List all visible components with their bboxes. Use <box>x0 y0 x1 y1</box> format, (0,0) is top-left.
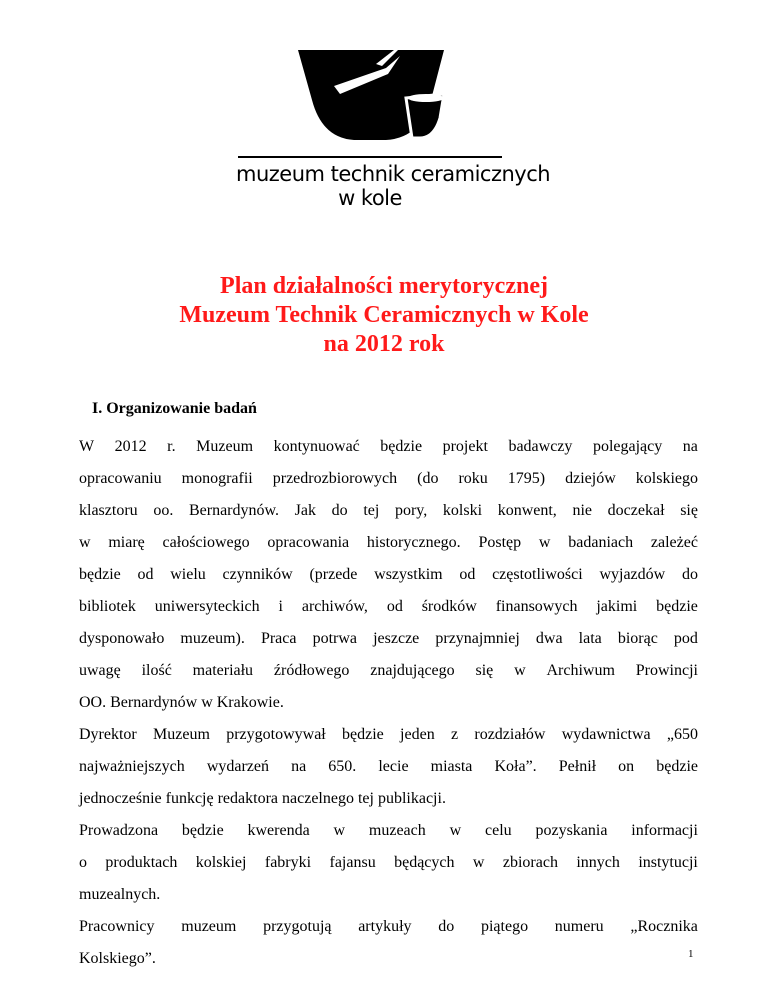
page-number: 1 <box>688 948 694 960</box>
text-line: o produktach kolskiej fabryki fajansu będących w zbiorach innych instytucji <box>79 854 698 871</box>
text-line: W 2012 r. Muzeum kontynuować będzie projekt badawczy polegający na <box>79 438 698 455</box>
section-title: Organizowanie badań <box>106 400 257 417</box>
title-line2: Muzeum Technik Ceramicznych w Kole <box>179 302 589 328</box>
paragraph-1 <box>79 431 698 719</box>
text-line: Pracownicy muzeum przygotują artykuły do piątego numeru „Rocznika <box>79 918 698 935</box>
text-line: Prowadzona będzie kwerenda w muzeach w celu pozyskania informacji <box>79 822 698 839</box>
text-line: opracowaniu monografii przedrozbiorowych (do roku 1795) dziejów kolskiego <box>79 470 698 487</box>
title-line1: Plan działalności merytorycznej <box>220 273 548 299</box>
museum-logo-text <box>236 162 551 210</box>
text-line: uwagę ilość materiału źródłowego znajdującego się w Archiwum Prowincji <box>79 662 698 679</box>
paragraph-4 <box>79 911 698 975</box>
paragraph-3 <box>79 815 698 911</box>
text-line: będzie od wielu czynników (przede wszystkim od częstotliwości wyjazdów do <box>79 566 698 583</box>
body-text <box>79 431 698 975</box>
text-line: w miarę całościowego opracowania historycznego. Postęp w badaniach zależeć <box>79 534 698 551</box>
text-line: dysponowało muzeum). Praca potrwa jeszcze przynajmniej dwa lata biorąc pod <box>79 630 698 647</box>
section-number: I. <box>92 400 103 417</box>
text-line: OO. Bernardynów w Krakowie. <box>79 694 284 711</box>
title-line3: na 2012 rok <box>323 331 445 357</box>
text-line: klasztoru oo. Bernardynów. Jak do tej pory, kolski konwent, nie doczekał się <box>79 502 698 519</box>
paragraph-2 <box>79 719 698 815</box>
logo-name-line2: w kole <box>338 186 402 210</box>
section-heading <box>92 399 257 419</box>
text-line: bibliotek uniwersyteckich i archiwów, od środków finansowych jakimi będzie <box>79 598 698 615</box>
text-line: Kolskiego”. <box>79 950 156 967</box>
document-title <box>0 272 768 359</box>
text-line: Dyrektor Muzeum przygotowywał będzie jeden z rozdziałów wydawnictwa „650 <box>79 726 698 743</box>
text-line: jednocześnie funkcję redaktora naczelnego tej publikacji. <box>79 790 446 807</box>
text-line: najważniejszych wydarzeń na 650. lecie miasta Koła”. Pełnił on będzie <box>79 758 698 775</box>
logo-name-line1: muzeum technik ceramicznych <box>236 162 551 186</box>
text-line: muzealnych. <box>79 886 161 903</box>
